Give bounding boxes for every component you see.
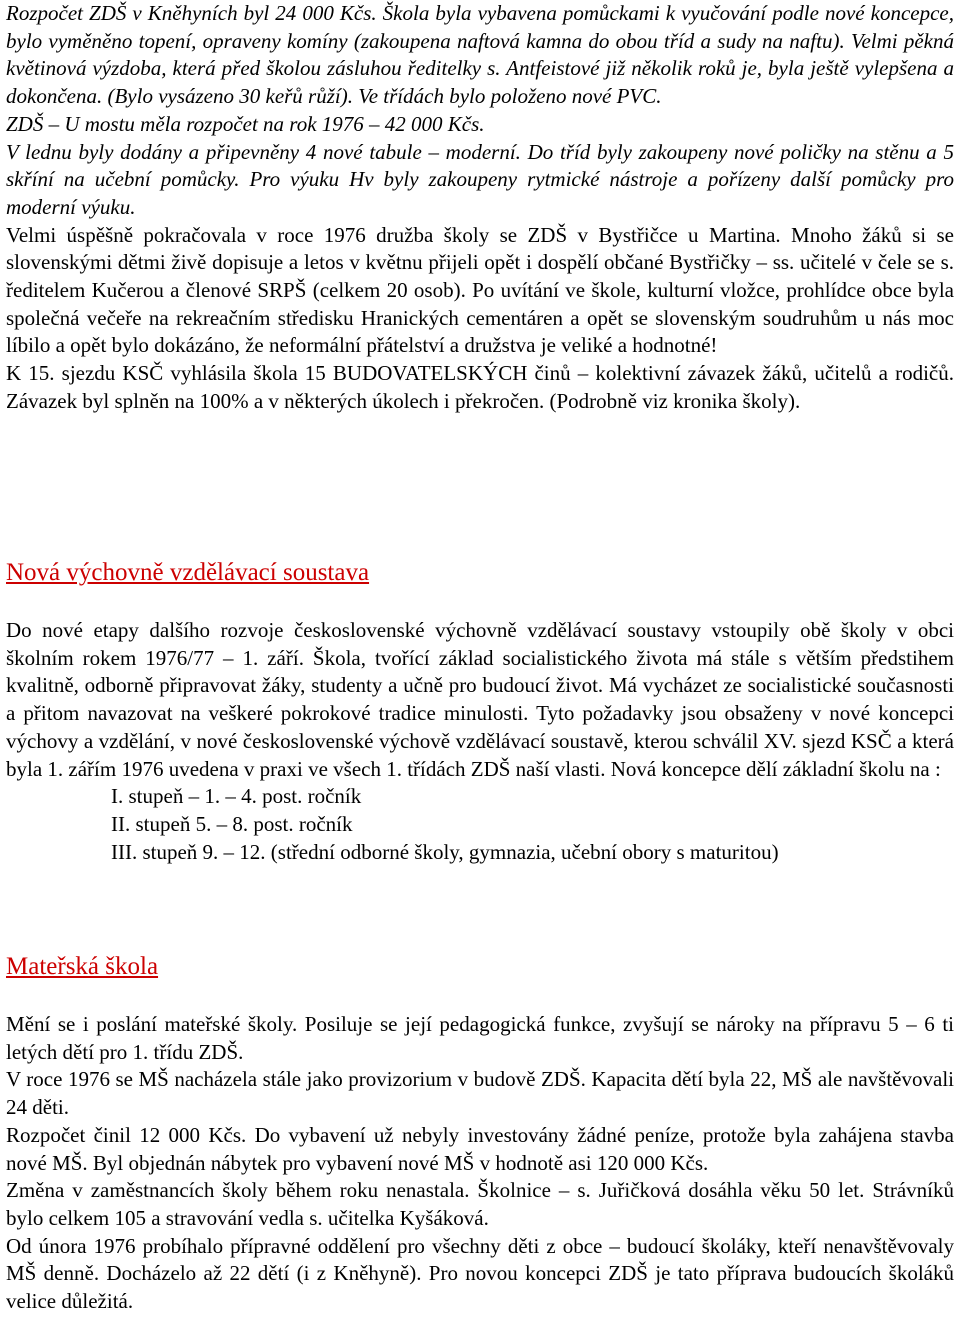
paragraph-budget-knehyne: Rozpočet ZDŠ v Kněhyních byl 24 000 Kčs. Škola byla vybavena pomůckami k vyučování podle nové koncepce, bylo vyměněno topení, opraveny komíny (zakoupena naftová kamna do obou tříd a sudy na naftu). Velmi pěkná květinová výzdoba, která před školou zásluhou ředitelky s. Antfeistové již několik roků je, byla ještě vylepšena a dokončena. (Bylo vysázeno 30 keřů růží). Ve třídách bylo položeno nové PVC. <box>6 1 954 109</box>
stage-line-1: I. stupeň – 1. – 4. post. ročník <box>111 784 362 809</box>
kindergarten-section <box>6 1011 954 1316</box>
paragraph-new-boards: V lednu byly dodány a připevněny 4 nové tabule – moderní. Do tříd byly zakoupeny nové poličky na stěnu a 5 skříní na učební pomůcky. Pro výuku Hv byly zakoupeny rytmické nástroje a pořízeny další pomůcky pro moderní výuku. <box>6 139 954 219</box>
paragraph-education-system: Do nové etapy dalšího rozvoje československé výchovně vzdělávací soustavy vstoupily obě školy v obci školním rokem 1976/77 – 1. září. Škola, tvořící základ socialistického života má stále s větším předstihem kvalitně, odborně připravovat žáky, studenty a učně pro budoucí život. Má vycházet ze socialistické současnosti a přitom navazovat na veškeré pokrokové tradice minulosti. Tyto požadavky jsou obsaženy v nové koncepci výchovy a vzdělání, v nové československé výchově vzdělávací soustavě, kterou schválil XV. sjezd KSČ a která byla 1. zářím 1976 uvedena v praxi ve všech 1. třídách ZDŠ naší vlasti. Nová koncepce dělí základní školu na : <box>6 618 954 781</box>
section-heading-kindergarten: Mateřská škola <box>6 953 159 980</box>
paragraph-partnership: Velmi úspěšně pokračovala v roce 1976 družba školy se ZDŠ v Bystřičce u Martina. Mnoho žáků si se slovenskými dětmi živě dopisuje a letos v květnu přijeli opět i dospělí občané Bystřičky – ss. učitelé v čele se s. ředitelem Kučerou a členové SRPŠ (celkem 20 osob). Po uvítání ve škole, kulturní vložce, prohlídce obce byla společná večeře na rekreačním středisku Hranických cementáren a opět se slovenským soudruhům u nás moc líbilo a opět bylo dokázáno, že neformální přátelství a družstva je veliké a hodnotné! <box>6 222 954 358</box>
paragraph-budget-u-mostu: ZDŠ – U mostu měla rozpočet na rok 1976 – 42 000 Kčs. <box>6 111 485 136</box>
education-system-section <box>6 617 954 866</box>
paragraph-kindergarten-staff: Změna v zaměstnancích školy během roku nenastala. Školnice – s. Juřičková dosáhla věku 50 let. Strávníků bylo celkem 105 a stravování vedla s. učitelka Kyšáková. <box>6 1178 954 1230</box>
paragraph-ksc-congress: K 15. sjezdu KSČ vyhlásila škola 15 BUDOVATELSKÝCH činů – kolektivní závazek žáků, učitelů a rodičů. Závazek byl splněn na 100% a v některých úkolech i překročen. (Podrobně viz kronika školy). <box>6 361 954 413</box>
paragraph-kindergarten-capacity: V roce 1976 se MŠ nacházela stále jako provizorium v budově ZDŠ. Kapacita dětí byla 22, MŠ ale navštěvovali 24 děti. <box>6 1067 954 1120</box>
paragraph-kindergarten-preparatory: Od února 1976 probíhalo přípravné oddělení pro všechny děti z obce – budoucí školáky, kteří nenavštěvovaly MŠ denně. Docházelo až 22 dětí (i z Kněhyně). Pro novou koncepci ZDŠ je tato příprava budoucích školáků velice důležitá. <box>6 1233 954 1314</box>
paragraph-kindergarten-mission: Mění se i poslání mateřské školy. Posiluje se její pedagogická funkce, zvyšují se nároky na přípravu 5 – 6 ti letých dětí pro 1. třídu ZDŠ. <box>6 1012 954 1064</box>
top-text-block <box>6 0 954 416</box>
stage-line-2: II. stupeň 5. – 8. post. ročník <box>111 811 353 836</box>
section-heading-education-system: Nová výchovně vzdělávací soustava <box>6 559 370 586</box>
stage-line-3: III. stupeň 9. – 12. (střední odborné školy, gymnazia, učební obory s maturitou) <box>111 839 779 864</box>
paragraph-kindergarten-budget: Rozpočet činil 12 000 Kčs. Do vybavení už nebyly investovány žádné peníze, protože byla zahájena stavba nové MŠ. Byl objednán nábytek pro vybavení nové MŠ v hodnotě asi 120 000 Kčs. <box>6 1122 954 1175</box>
